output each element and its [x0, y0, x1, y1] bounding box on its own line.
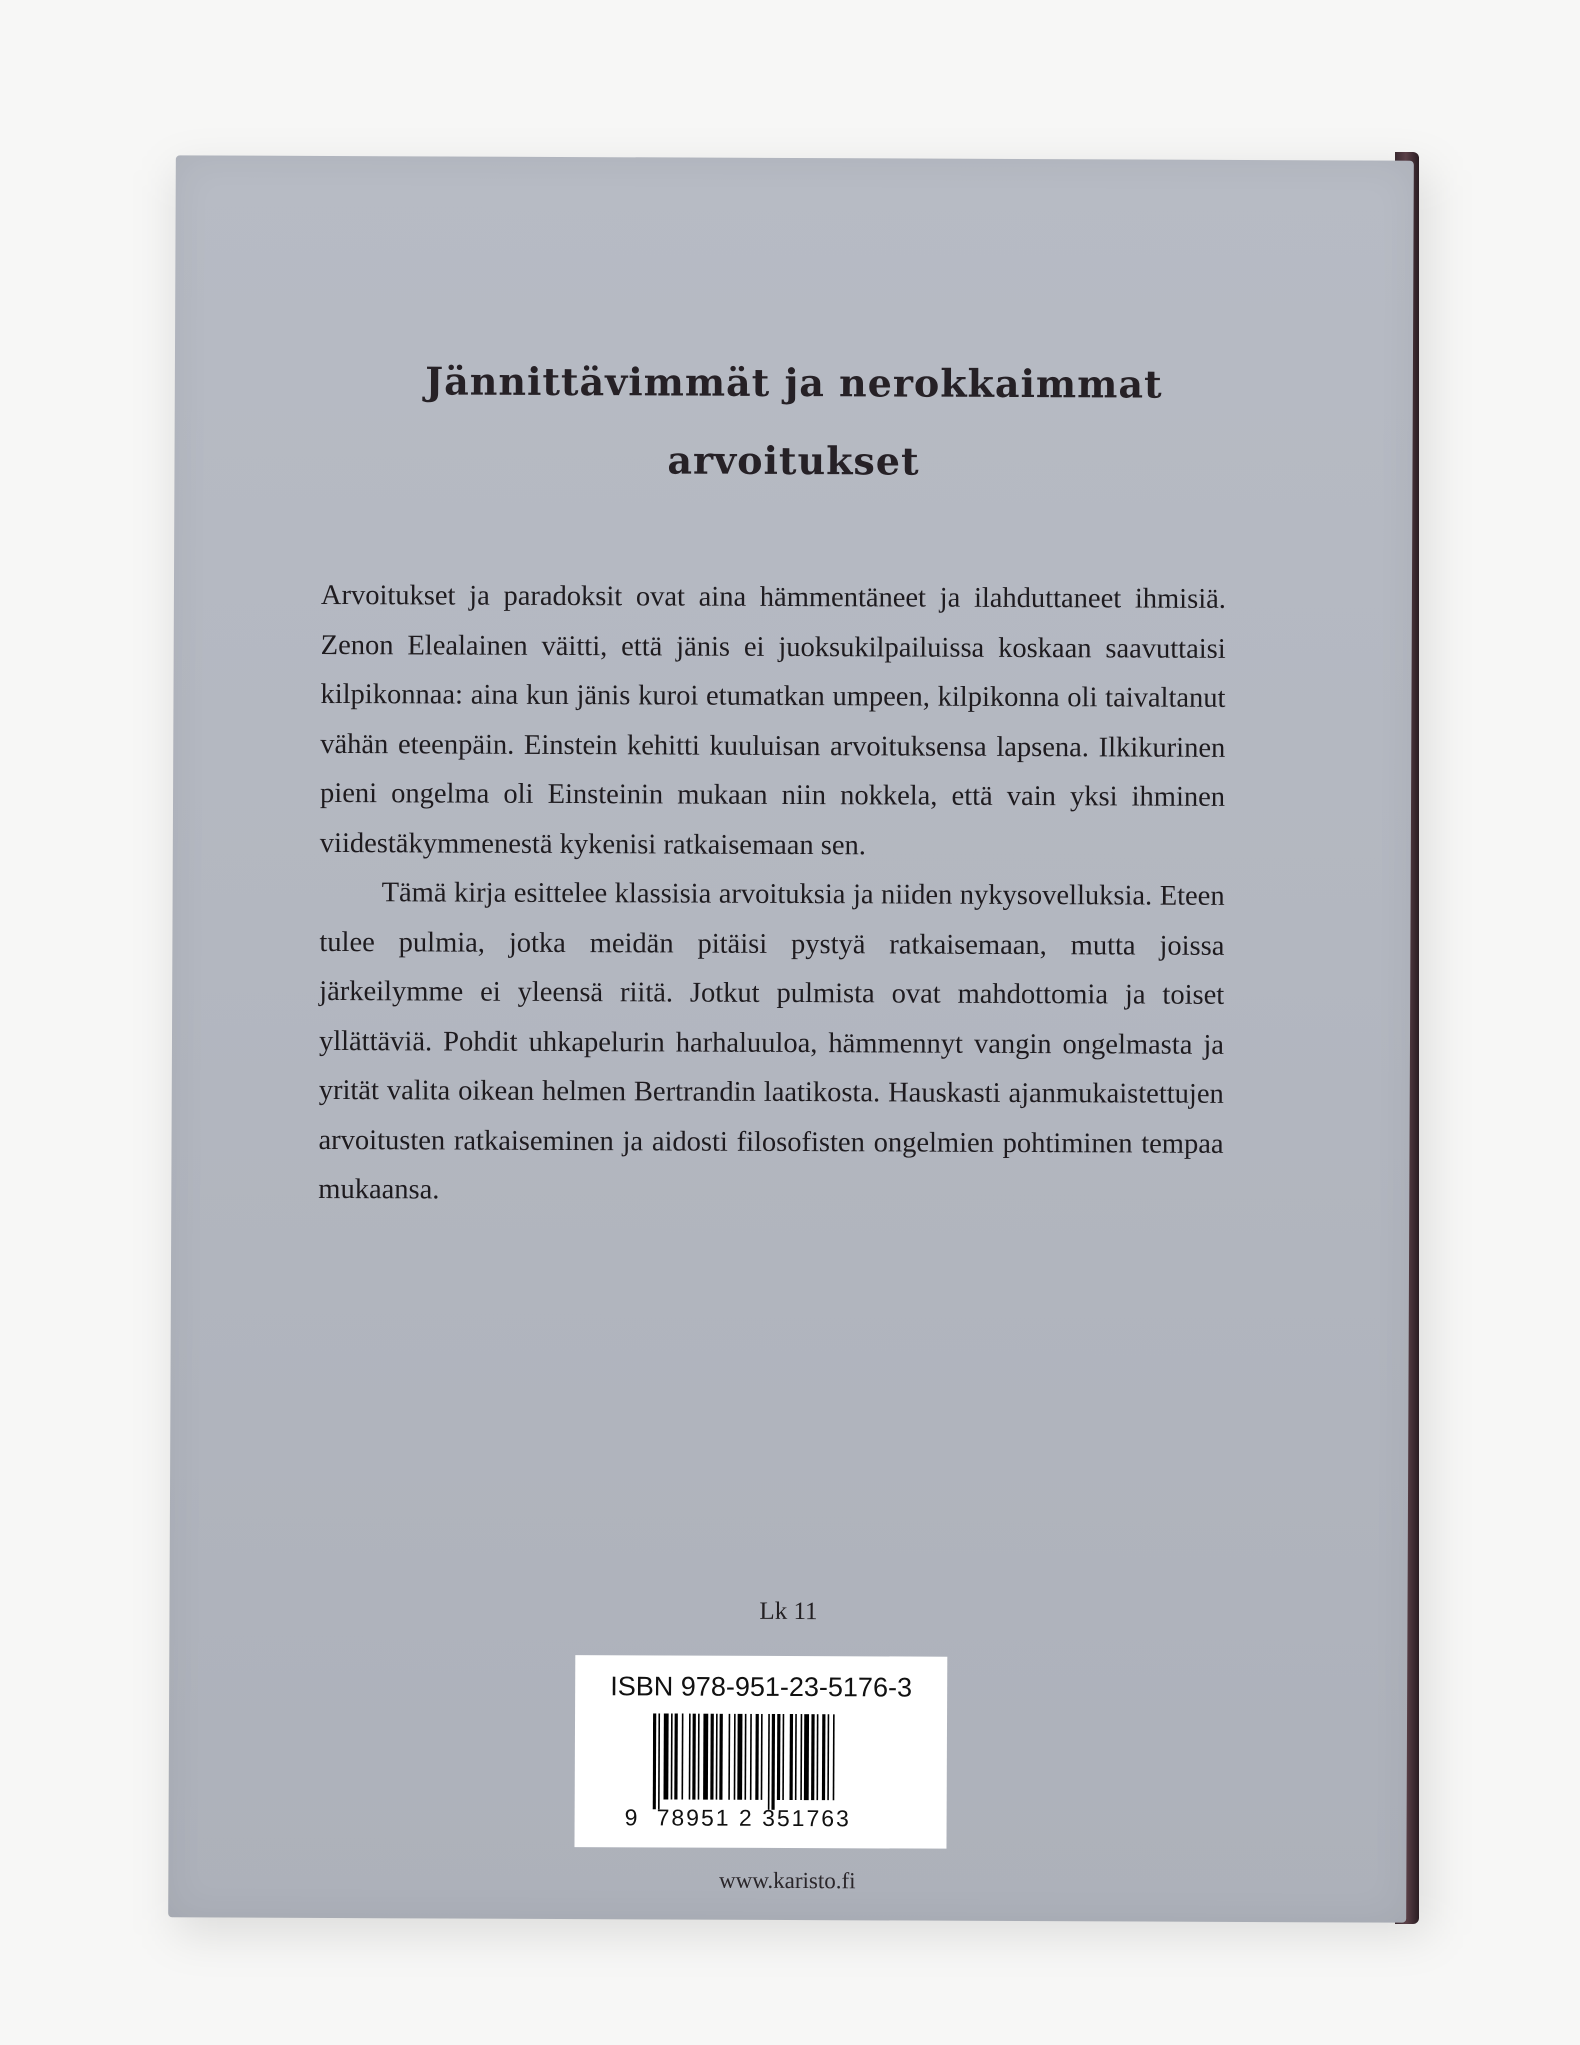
- barcode-digit-string: 78951 2 351763: [656, 1804, 851, 1832]
- isbn-label: [574, 1655, 947, 1849]
- barcode-icon: [653, 1713, 885, 1810]
- grade-level: Lk 11: [759, 1597, 818, 1626]
- isbn-number: ISBN 978-951-23-5176-3: [610, 1671, 913, 1703]
- blurb-paragraph-1: Arvoitukset ja paradoksit ovat aina hämmentäneet ja ilahduttaneet ihmisiä. Zenon Elealainen väitti, että jänis ei juoksukilpailuissa koskaan saavuttaisi kilpikonnaa: aina kun jänis kuroi etumatkan umpeen, kilpikonna oli taivaltanut vähän eteenpäin. Einstein kehitti kuuluisan arvoituksensa lapsena. Ilkikurinen pieni ongelma oli Einsteinin mukaan niin nokkela, että vain yksi ihminen viidestäkymmenestä kykenisi ratkaisemaan sen.: [319, 579, 1226, 861]
- book-title-line-2: arvoitukset: [667, 437, 920, 484]
- blurb: [318, 571, 1226, 1218]
- book-title-line-1: Jännittävimmät ja nerokkaimmat: [425, 358, 1163, 407]
- blurb-paragraph-2: Tämä kirja esittelee klassisia arvoituksia ja niiden nykysovelluksia. Eteen tulee pulmia, jotka meidän pitäisi pystyä ratkaisemaan, mutta joissa järkeilymme ei yleensä riitä. Jotkut pulmista ovat mahdottomia ja toiset yllättäviä. Pohdit uhkapelurin harhaluuloa, hämmennyt vangin ongelmasta ja yrität valita oikean helmen Bertrandin laatikosta. Hauskasti ajanmukaistettujen arvoitusten ratkaiseminen ja aidosti filosofisten ongelmien pohtiminen tempaa mukaansa.: [318, 877, 1225, 1206]
- barcode-first-digit: 9: [624, 1804, 639, 1831]
- publisher-website: www.karisto.fi: [719, 1867, 856, 1894]
- book-back-cover: [168, 155, 1414, 1922]
